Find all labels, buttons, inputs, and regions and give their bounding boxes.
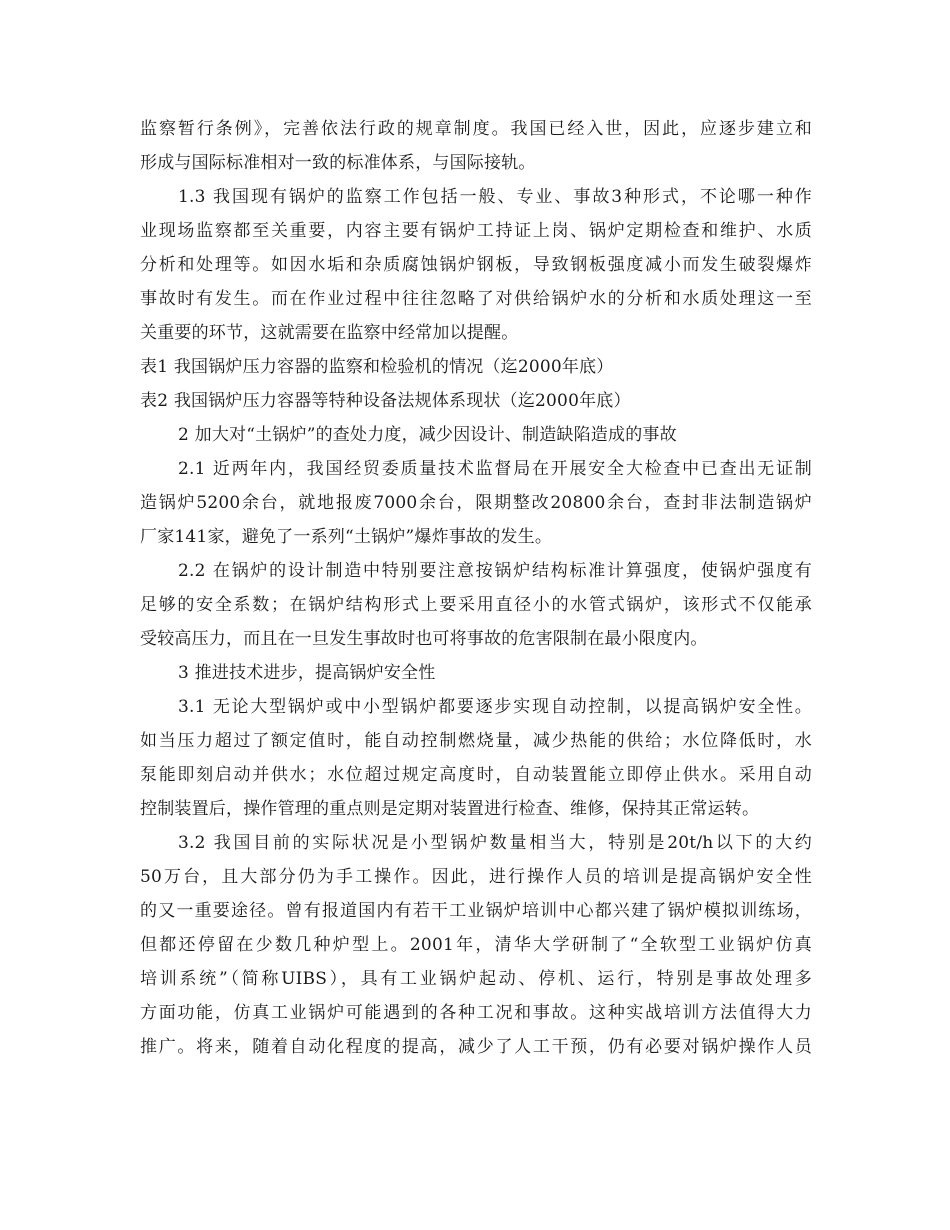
text-line: 如当压力超过了额定值时，能自动控制燃烧量，减少热能的供给；水位降低时，水 [140, 731, 812, 751]
text-line: 2 加大对“土锅炉”的查处力度，减少因设计、制造缺陷造成的事故 [178, 425, 677, 445]
text-line: 业现场监察都至关重要，内容主要有锅炉工持证上岗、锅炉定期检查和维护、水质 [140, 221, 812, 241]
text-line: 受较高压力，而且在一旦发生事故时也可将事故的危害限制在最小限度内。 [140, 629, 708, 649]
text-line: 50万台，且大部分仍为手工操作。因此，进行操作人员的培训是提高锅炉安全性 [140, 867, 812, 887]
text-line: 表1 我国锅炉压力容器的监察和检验机的情况（迄2000年底） [140, 357, 614, 377]
text-line: 的又一重要途径。曾有报道国内有若干工业锅炉培训中心都兴建了锅炉模拟训练场， [140, 901, 812, 921]
text-line: 培训系统”（简称UIBS），具有工业锅炉起动、停机、运行，特别是事故处理多 [140, 969, 812, 989]
text-line: 分析和处理等。如因水垢和杂质腐蚀锅炉钢板，导致钢板强度减小而发生破裂爆炸 [140, 255, 812, 275]
text-line: 泵能即刻启动并供水；水位超过规定高度时，自动装置能立即停止供水。采用自动 [140, 765, 812, 785]
text-line: 推广。将来，随着自动化程度的提高，减少了人工干预，仍有必要对锅炉操作人员 [140, 1037, 812, 1057]
text-line: 关重要的环节，这就需要在监察中经常加以提醒。 [140, 323, 519, 343]
text-line: 形成与国际标准相对一致的标准体系，与国际接轨。 [140, 153, 536, 173]
document-body [140, 112, 812, 1064]
text-line: 3 推进技术进步，提高锅炉安全性 [178, 663, 436, 683]
text-line: 2.1 近两年内，我国经贸委质量技术监督局在开展安全大检查中已查出无证制 [178, 459, 812, 479]
text-line: 监察暂行条例》，完善依法行政的规章制度。我国已经入世，因此，应逐步建立和 [140, 119, 812, 139]
text-line: 造锅炉5200余台，就地报废7000余台，限期整改20800余台，查封非法制造锅炉 [140, 493, 812, 513]
text-line: 足够的安全系数；在锅炉结构形式上要采用直径小的水管式锅炉，该形式不仅能承 [140, 595, 812, 615]
text-line: 1.3 我国现有锅炉的监察工作包括一般、专业、事故3种形式，不论哪一种作 [178, 187, 812, 207]
text-line: 事故时有发生。而在作业过程中往往忽略了对供给锅炉水的分析和水质处理这一至 [140, 289, 812, 309]
text-line: 2.2 在锅炉的设计制造中特别要注意按锅炉结构标准计算强度，使锅炉强度有 [178, 561, 812, 581]
text-line: 但都还停留在少数几种炉型上。2001年，清华大学研制了“全软型工业锅炉仿真 [140, 935, 812, 955]
text-line: 控制装置后，操作管理的重点则是定期对装置进行检查、维修，保持其正常运转。 [140, 799, 760, 819]
text-line: 厂家141家，避免了一系列“土锅炉”爆炸事故的发生。 [140, 527, 553, 547]
text-line: 表2 我国锅炉压力容器等特种设备法规体系现状（迄2000年底） [140, 391, 631, 411]
text-line: 方面功能，仿真工业锅炉可能遇到的各种工况和事故。这种实战培训方法值得大力 [140, 1003, 812, 1023]
text-line: 3.2 我国目前的实际状况是小型锅炉数量相当大，特别是20t/h以下的大约 [178, 833, 812, 853]
text-line: 3.1 无论大型锅炉或中小型锅炉都要逐步实现自动控制，以提高锅炉安全性。 [178, 697, 812, 717]
